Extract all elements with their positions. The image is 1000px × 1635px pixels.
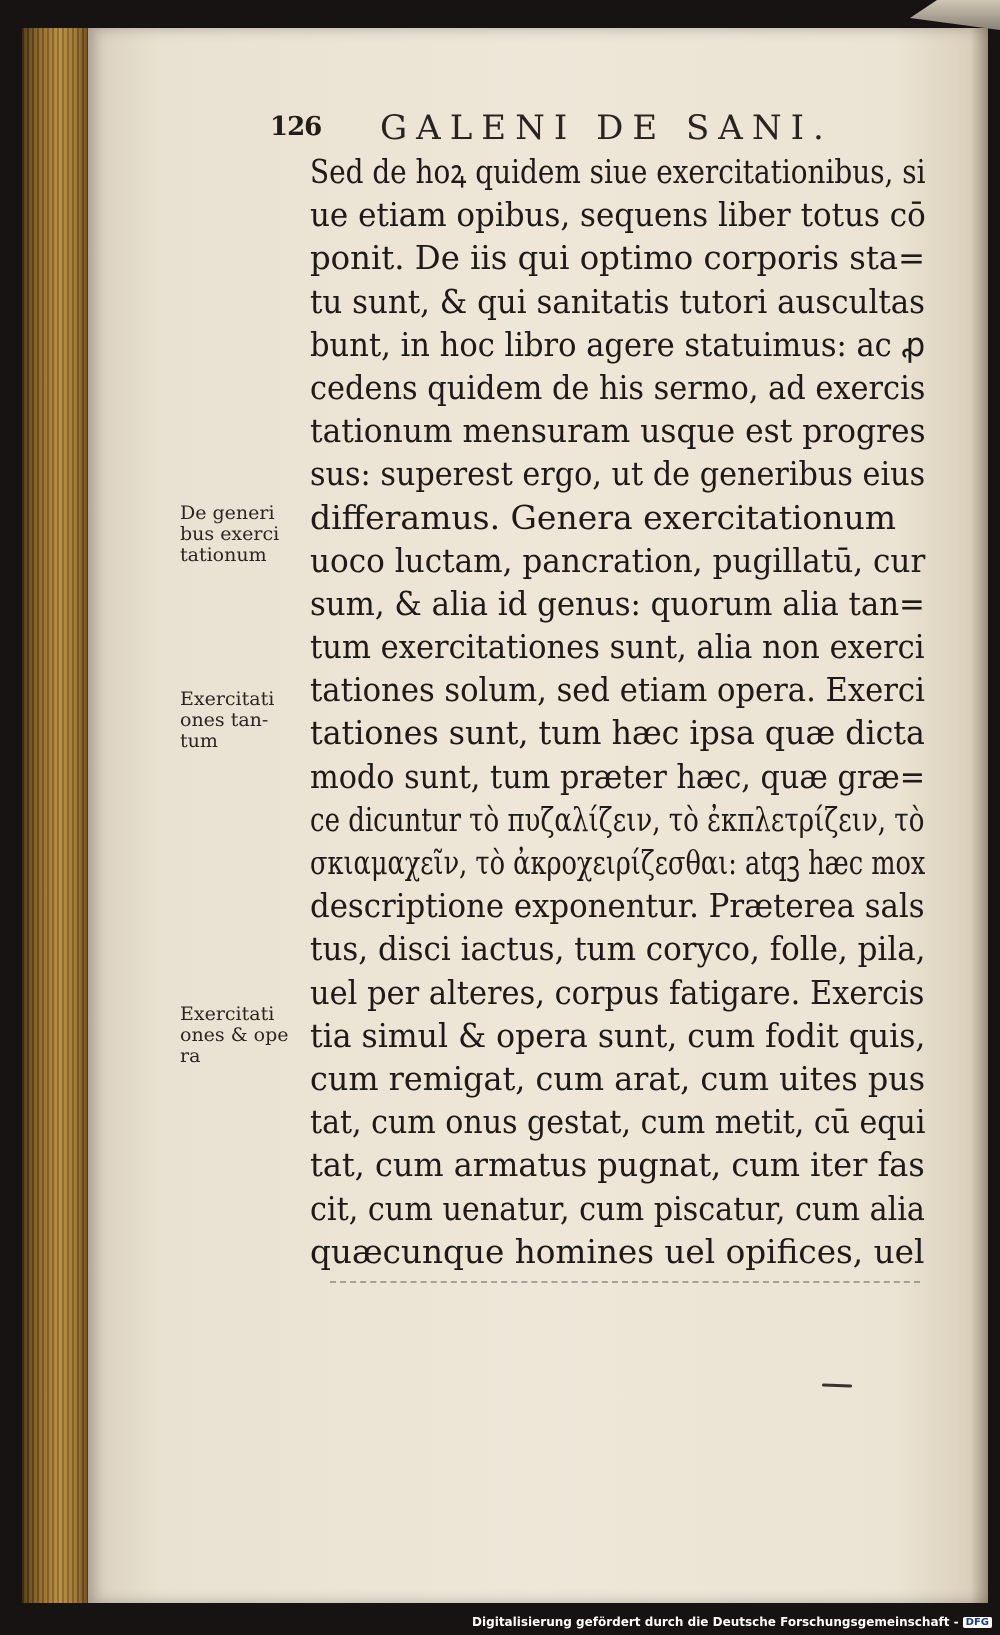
text-line: cedens quidem de his sermo, ad exercis	[310, 367, 926, 407]
text-line: tum exercitationes sunt, alia non exerci	[310, 627, 925, 667]
text-line: ponit. De iis qui optimo corporis sta=	[310, 238, 926, 278]
running-title: GALENI DE SANI.	[380, 108, 833, 148]
text-line: quæcunque homines uel opifices, uel	[310, 1231, 925, 1271]
text-line: bunt, in hoc libro agere statuimus: ac ꝓ	[310, 324, 926, 364]
gutter-page-edges	[22, 28, 90, 1603]
body-text	[310, 150, 930, 1273]
text-line: σκιαμαχεῖν, τὸ ἀκροχειρίζεσθαι: atqꝫ hæc mox	[310, 843, 926, 882]
text-line: tat, cum onus gestat, cum metit, cū equi	[310, 1102, 926, 1142]
text-line: uel per alteres, corpus fatigare. Exercis	[310, 972, 925, 1012]
text-line: tus, disci iactus, tum coryco, folle, pila,	[310, 929, 926, 969]
text-line: tia simul & opera sunt, cum fodit quis,	[310, 1015, 926, 1055]
text-line: ue etiam opibus, sequens liber totus cō	[310, 195, 926, 235]
text-line: tationes solum, sed etiam opera. Exerci	[310, 670, 925, 710]
text-line: Sed de hoꝝ quidem siue exercitationibus, si	[310, 152, 926, 191]
page-header	[270, 108, 910, 148]
margin-note-exercitationes-tantum: Exercitati ones tan- tum	[180, 688, 275, 752]
credit-text: Digitalisierung gefördert durch die Deutsche Forschungsgemeinschaft -	[472, 1615, 959, 1629]
text-line: differamus. Genera exercitationum	[310, 497, 897, 537]
text-line: tationes sunt, tum hæc ipsa quæ dicta	[310, 713, 925, 753]
text-line: tu sunt, & qui sanitatis tutori auscultas	[310, 281, 926, 321]
text-line: tat, cum armatus pugnat, cum iter fas	[310, 1145, 925, 1185]
margin-note-exercitationes-opera: Exercitati ones & ope ra	[180, 1003, 289, 1067]
page-corner	[910, 0, 1000, 30]
text-line: tationum mensuram usque est progres	[310, 411, 926, 451]
digitization-credit	[472, 1615, 992, 1629]
text-line: sus: superest ergo, ut de generibus eius	[310, 454, 926, 494]
text-line: uoco luctam, pancration, pugillatū, cur	[310, 540, 926, 580]
text-line: cum remigat, cum arat, cum uites pus	[310, 1058, 926, 1098]
text-line: sum, & alia id genus: quorum alia tan=	[310, 583, 925, 623]
margin-note-de-generibus: De generi bus exerci tationum	[180, 502, 280, 566]
text-line: ce dicuntur τὸ πυζαλίζειν, τὸ ἐκπλετρίζειν, τὸ	[310, 799, 925, 839]
text-line: descriptione exponentur. Præterea sals	[310, 886, 925, 926]
dfg-logo: DFG	[963, 1617, 992, 1628]
text-line: modo sunt, tum præter hæc, quæ græ=	[310, 756, 926, 796]
page-number: 126	[270, 112, 322, 142]
footer-dashed-rule	[330, 1281, 920, 1283]
text-line: cit, cum uenatur, cum piscatur, cum alia	[310, 1188, 925, 1228]
book-gutter	[22, 28, 90, 1603]
page-edge-shadow	[970, 28, 988, 1603]
